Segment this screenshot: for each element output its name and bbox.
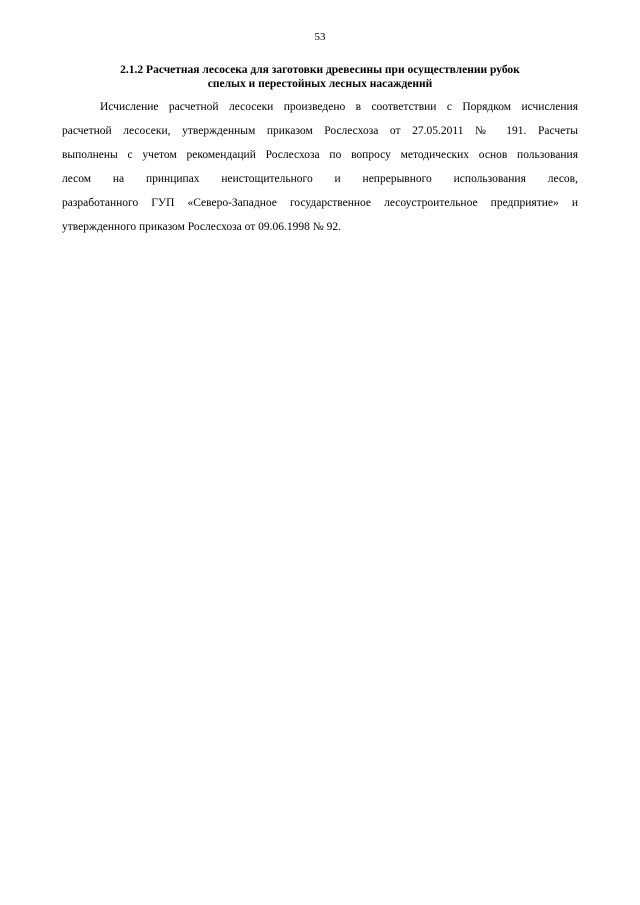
section-paragraph	[62, 95, 578, 239]
section-heading-line-2: спелых и перестойных лесных насаждений	[207, 78, 433, 90]
section-heading-line-1: 2.1.2 Расчетная лесосека для заготовки древесины при осуществлении рубок	[120, 64, 520, 76]
paragraph-line-4: лесом на принципах неистощительного и непрерывного использования лесов,	[62, 173, 578, 185]
paragraph-line-3: выполнены с учетом рекомендаций Рослесхоза по вопросу методических основ пользования	[62, 149, 578, 161]
paragraph-line-1: Исчисление расчетной лесосеки произведено в соответствии с Порядком исчисления	[100, 101, 578, 113]
section-heading	[62, 63, 578, 91]
paragraph-line-5: разработанного ГУП «Северо-Западное государственное лесоустроительное предприятие» и	[62, 197, 578, 209]
paragraph-line-6: утвержденного приказом Рослесхоза от 09.06.1998 № 92.	[62, 221, 342, 233]
page-number: 53	[314, 31, 326, 43]
paragraph-line-2: расчетной лесосеки, утвержденным приказом Рослесхоза от 27.05.2011 № 191. Расчеты	[62, 125, 578, 137]
